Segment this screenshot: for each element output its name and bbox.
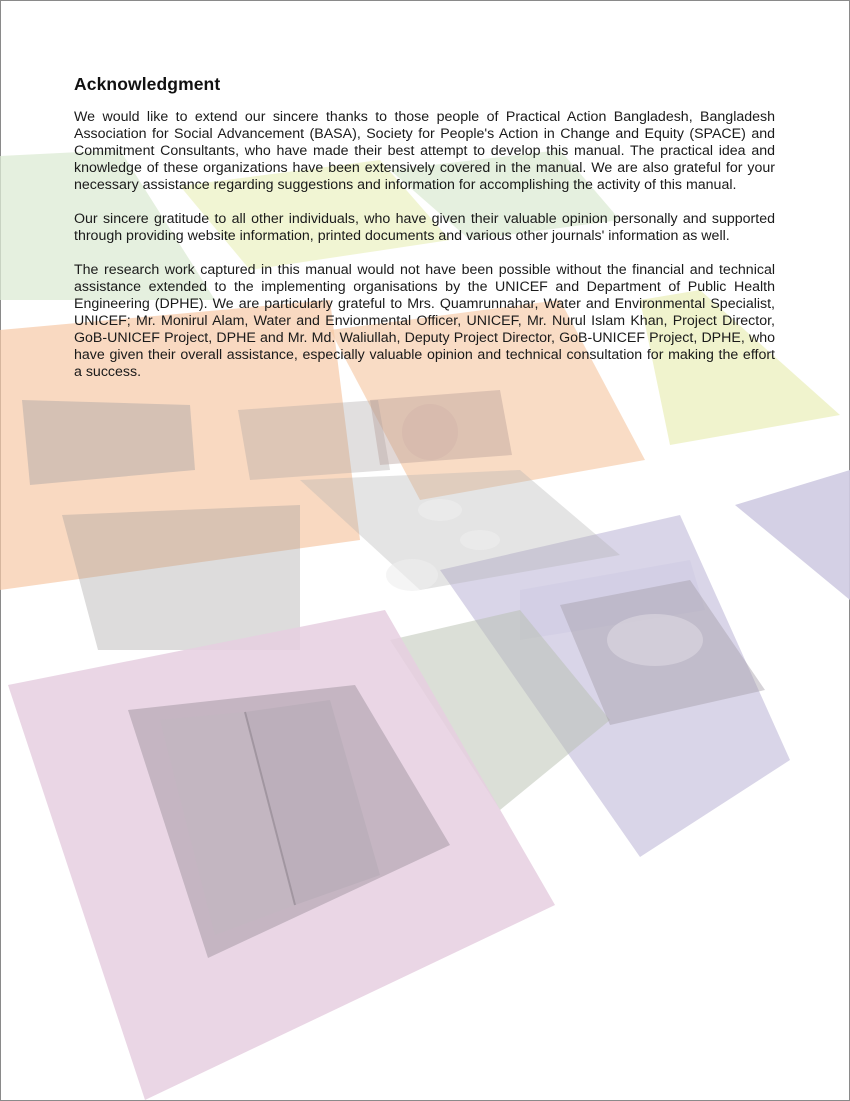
photo-tile-top-mid	[238, 400, 390, 480]
acknowledgment-section	[74, 74, 775, 398]
photo-tile-top-left	[22, 400, 195, 485]
photo-slab-3	[460, 530, 500, 550]
photo-pan-bowl	[607, 614, 703, 666]
photo-slab-2	[418, 499, 462, 521]
paragraph-thanks: We would like to extend our sincere thanks to those people of Practical Action Bangladesh, Bangladesh Association for Social Advancement (BASA), Society for People's Action in Change and Equity (SPACE) and Commitment Consultants, who have made their best attempt to develop this manual. The practical idea and knowledge of these organizations have been extensively covered in the manual. We are also grateful for your necessary assistance regarding suggestions and information for accomplishing the activity of this manual.	[74, 109, 775, 193]
paragraph-gratitude: Our sincere gratitude to all other individuals, who have given their valuable opinion personally and supported through providing website information, printed documents and various other journals' information as well.	[74, 211, 775, 244]
paragraph-support: The research work captured in this manual would not have been possible without the financial and technical assistance extended to the implementing organisations by the UNICEF and Department of Public Health Engineering (DPHE). We are particularly grateful to Mrs. Quamrunnahar, Water and Environmental Specialist, UNICEF; Mr. Monirul Alam, Water and Envionmental Officer, UNICEF, Mr. Nurul Islam Khan, Project Director, GoB-UNICEF Project, DPHE and Mr. Md. Waliullah, Deputy Project Director, GoB-UNICEF Project, DPHE, who have given their overall assistance, especially valuable opinion and technical consultation for making the effort a success.	[74, 262, 775, 380]
photo-tile-left-pipes	[62, 505, 300, 650]
photo-slab-1	[386, 559, 438, 591]
lavender-tile-right-edge	[735, 470, 850, 600]
section-heading: Acknowledgment	[74, 74, 221, 94]
photo-plate-disc	[402, 404, 458, 460]
